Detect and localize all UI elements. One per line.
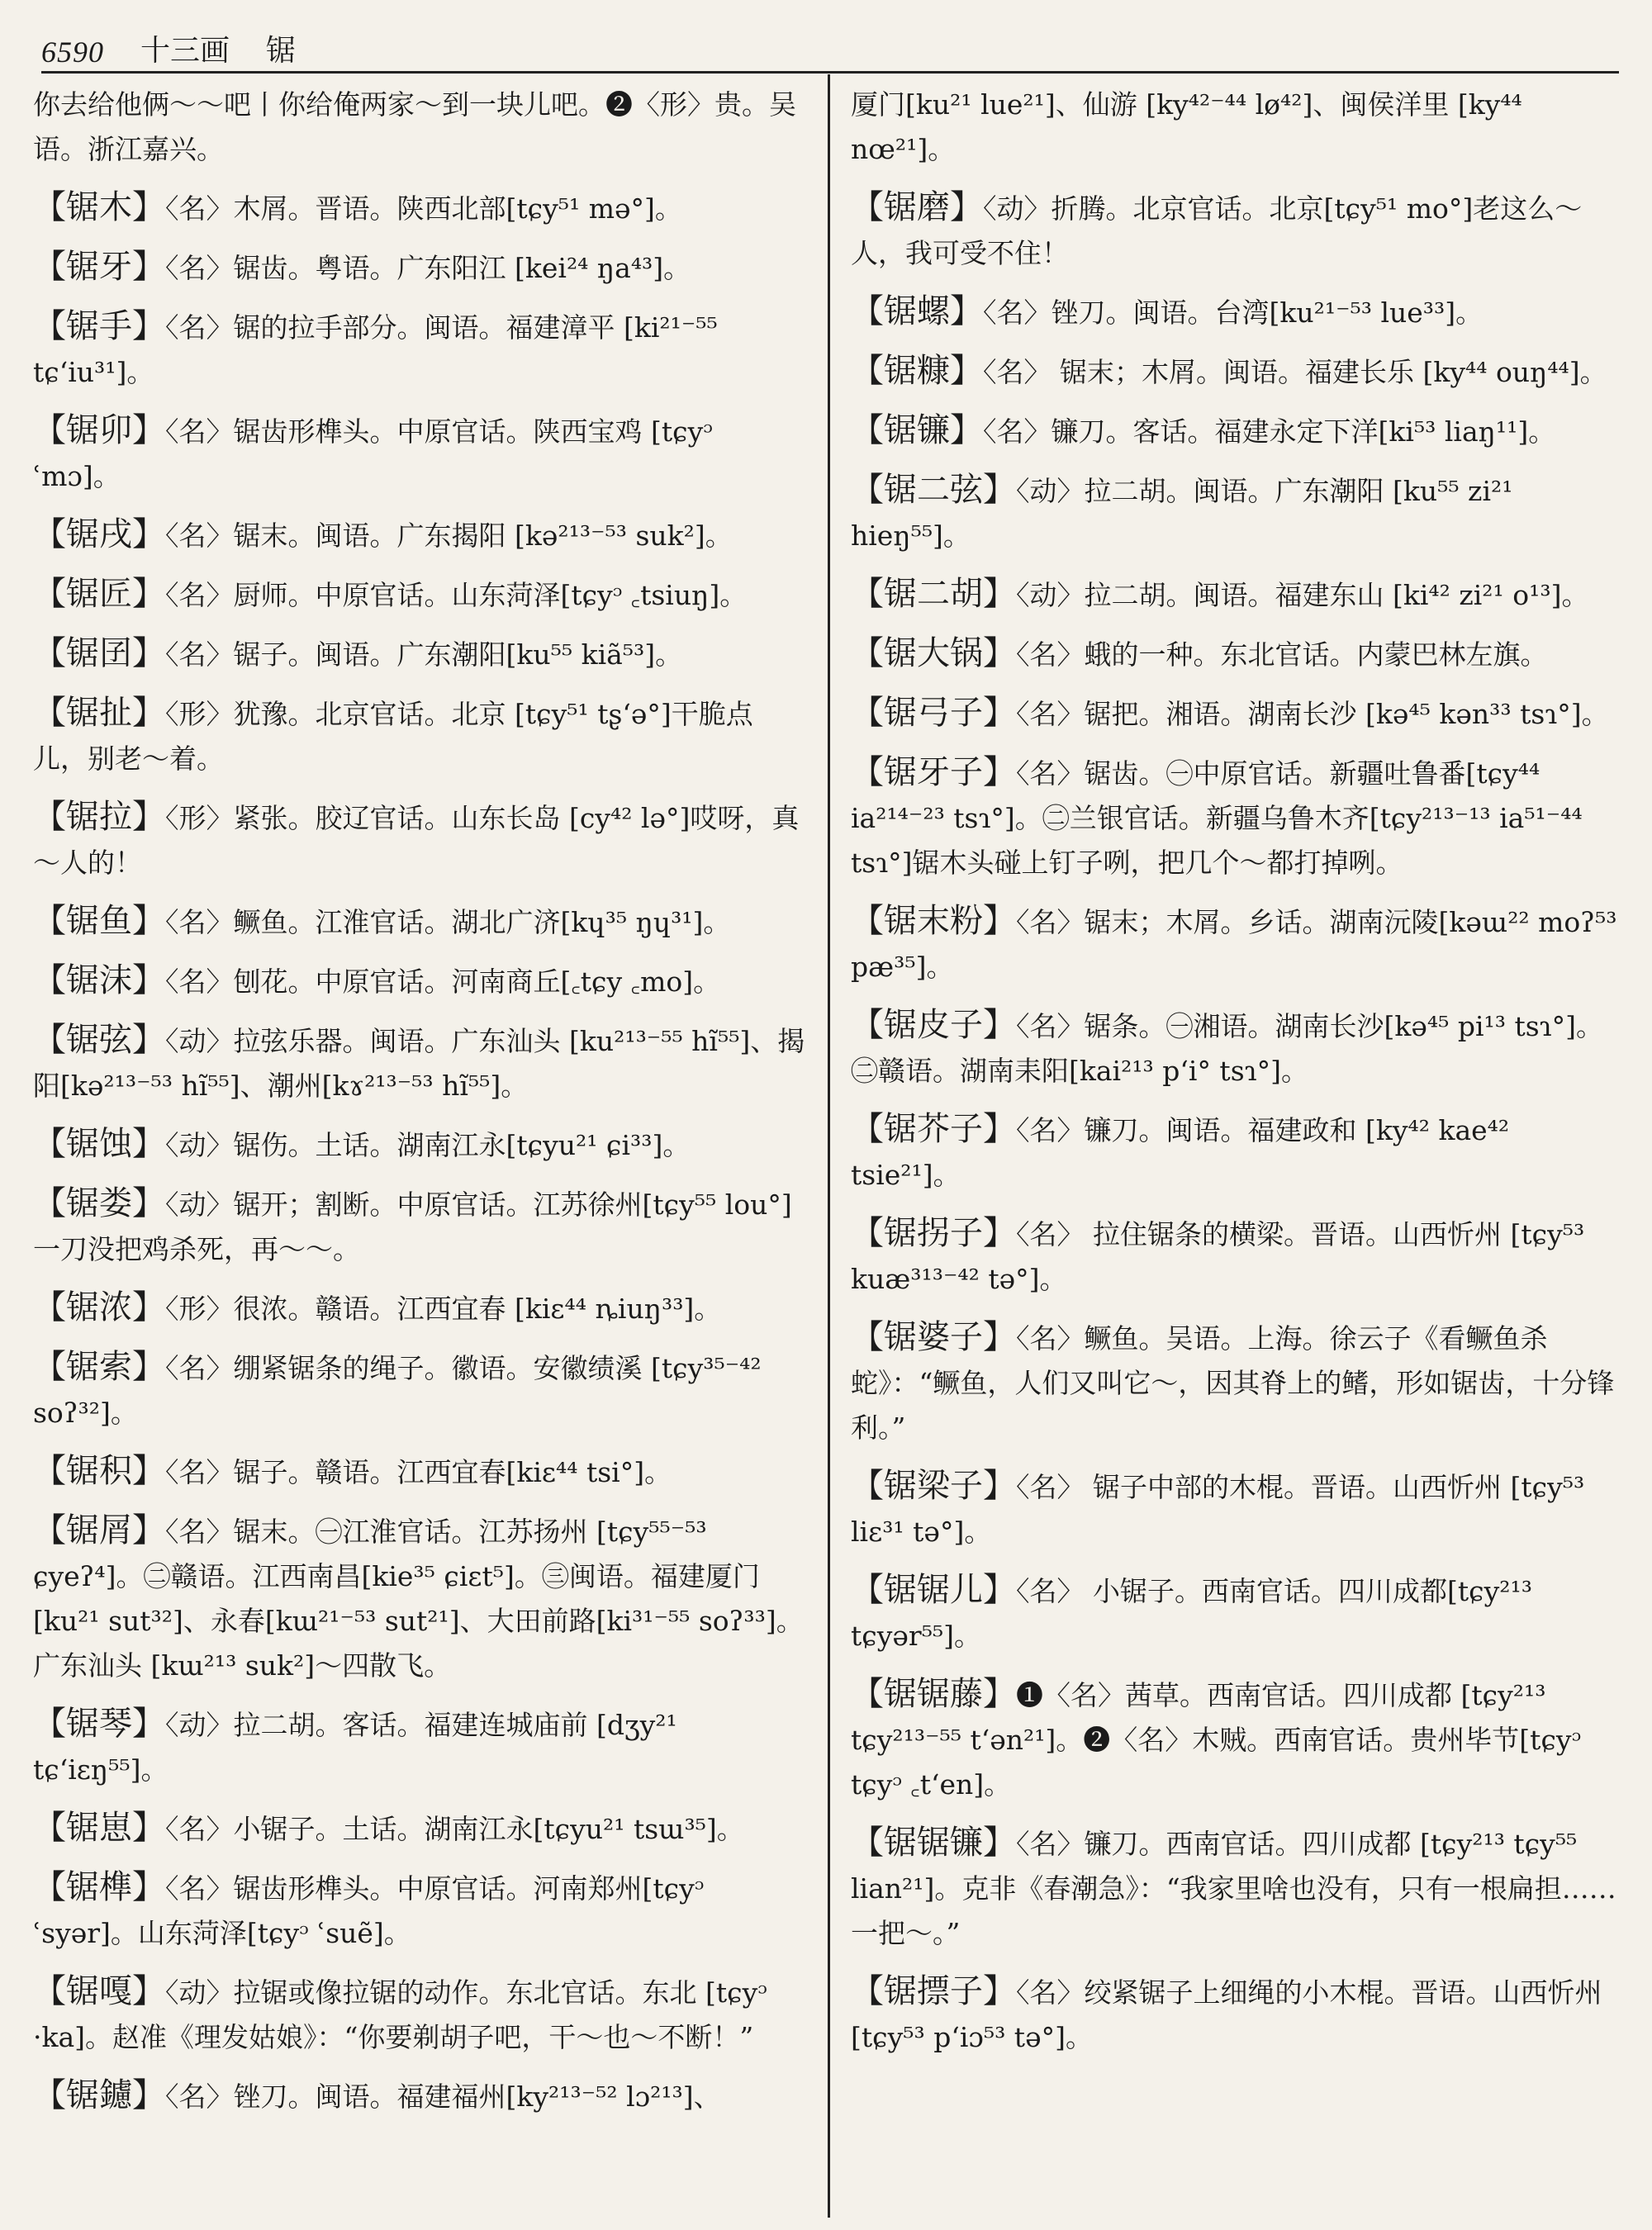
entry-definition: 〈形〉很浓。赣语。江西宜春 [kiɛ⁴⁴ ȵiuŋ³³]。 bbox=[165, 1293, 722, 1325]
entry-headword: 【锯嘎】 bbox=[33, 1972, 165, 2010]
entry-definition: 〈形〉紧张。胶辽官话。山东长岛 [cy⁴² lə°]哎呀，真～人的！ bbox=[33, 802, 800, 879]
entry-headword: 【锯螺】 bbox=[851, 292, 983, 330]
entry-definition: 〈名〉锯齿形榫头。中原官话。河南郑州[tɕyᵓ ʿsyər]。山东菏泽[tɕyᵓ ʿsuẽ]。 bbox=[33, 1872, 705, 1949]
dictionary-entry bbox=[33, 690, 805, 781]
entry-definition: 〈名〉绞紧锯子上细绳的小木棍。晋语。山西忻州[tɕy⁵³ pʻiɔ⁵³ tə°]。 bbox=[851, 1976, 1602, 2053]
entry-definition: 〈名〉镰刀。西南官话。四川成都 [tɕy²¹³ tɕy⁵⁵ lian²¹]。克非《春潮急》：“我家里啥也没有，只有一根扁担……一把～。” bbox=[851, 1828, 1616, 1949]
entry-definition: 〈名〉锯的拉手部分。闽语。福建漳平 [ki²¹⁻⁵⁵ tɕʻiu³¹]。 bbox=[33, 311, 718, 388]
entry-definition: 〈名〉锯末；木屑。乡话。湖南沅陵[kəɯ²² moʔ⁵³ pæ³⁵]。 bbox=[851, 906, 1617, 983]
entry-headword: 【锯锯儿】 bbox=[851, 1571, 1016, 1609]
entry-definition: 〈名〉锯齿。㊀中原官话。新疆吐鲁番[tɕy⁴⁴ ia²¹⁴⁻²³ tsɿ°]。㊁兰银官话。新疆乌鲁木齐[tɕy²¹³⁻¹³ ia⁵¹⁻⁴⁴ tsɿ°]锯木头碰上钉子咧，把几个～都打掉咧。 bbox=[851, 757, 1583, 879]
entry-headword: 【锯蚀】 bbox=[33, 1125, 165, 1163]
head-character: 锯 bbox=[266, 34, 297, 68]
entry-headword: 【锯大锅】 bbox=[851, 634, 1016, 672]
entry-definition: 〈动〉拉二胡。闽语。广东潮阳 [ku⁵⁵ zi²¹ hieŋ⁵⁵]。 bbox=[851, 475, 1513, 552]
entry-definition: 〈名〉锯末。闽语。广东揭阳 [kə²¹³⁻⁵³ suk²]。 bbox=[165, 520, 733, 552]
dictionary-entry bbox=[33, 2073, 805, 2119]
entry-headword: 【锯锯藤】 bbox=[851, 1675, 1016, 1713]
dictionary-entry bbox=[851, 1672, 1623, 1807]
entry-headword: 【锯浓】 bbox=[33, 1288, 165, 1326]
dictionary-entry bbox=[33, 512, 805, 558]
entry-headword: 【锯戌】 bbox=[33, 515, 165, 553]
dictionary-entry bbox=[33, 1122, 805, 1168]
entry-definition: 〈名〉锉刀。闽语。台湾[ku²¹⁻⁵³ lue³³]。 bbox=[983, 297, 1483, 329]
entry-definition: 〈名〉绷紧锯条的绳子。徽语。安徽绩溪 [tɕy³⁵⁻⁴² soʔ³²]。 bbox=[33, 1352, 762, 1429]
dictionary-entry bbox=[33, 1701, 805, 1792]
dictionary-entry bbox=[33, 795, 805, 885]
entry-headword: 【锯卯】 bbox=[33, 411, 165, 449]
entry-definition: 〈动〉折腾。北京官话。北京[tɕy⁵¹ mo°]老这么～人，我可受不住！ bbox=[851, 192, 1583, 269]
entry-headword: 【锯弦】 bbox=[33, 1021, 165, 1059]
entry-headword: 【锯二胡】 bbox=[851, 575, 1016, 613]
dictionary-entry bbox=[33, 1865, 805, 1956]
right-column bbox=[851, 83, 1623, 2222]
entry-headword: 【锯二弦】 bbox=[851, 471, 1016, 509]
dictionary-entry bbox=[851, 349, 1623, 395]
entry-definition: 〈名〉锯子。赣语。江西宜春[kiɛ⁴⁴ tsi°]。 bbox=[165, 1456, 672, 1488]
dictionary-entry bbox=[851, 289, 1623, 335]
entry-definition: 〈名〉锯条。㊀湘语。湖南长沙[kə⁴⁵ pi¹³ tsɿ°]。㊁赣语。湖南耒阳[kai²¹³ pʻi° tsɿ°]。 bbox=[851, 1010, 1603, 1087]
entry-definition: 〈动〉拉弦乐器。闽语。广东汕头 [ku²¹³⁻⁵⁵ hĩ⁵⁵]、揭阳[kə²¹³⁻⁵³ hĩ⁵⁵]、潮州[kɤ²¹³⁻⁵³ hĩ⁵⁵]。 bbox=[33, 1025, 805, 1102]
entry-headword: 【锯牙】 bbox=[33, 248, 165, 286]
entry-headword: 【锯手】 bbox=[33, 307, 165, 345]
dictionary-entry bbox=[851, 1107, 1623, 1198]
header-rule bbox=[41, 71, 1619, 74]
entry-headword: 【锯末粉】 bbox=[851, 902, 1016, 940]
entry-headword: 【锯摽子】 bbox=[851, 1972, 1016, 2010]
dictionary-entry bbox=[851, 1969, 1623, 2060]
entry-definition: 〈名〉锉刀。闽语。福建福州[ky²¹³⁻⁵² lɔ²¹³]、 bbox=[165, 2081, 721, 2113]
entry-headword: 【锯扯】 bbox=[33, 694, 165, 732]
entry-headword: 【锯牙子】 bbox=[851, 753, 1016, 791]
entry-headword: 【锯娄】 bbox=[33, 1184, 165, 1222]
entry-definition: 〈动〉锯伤。土话。湖南江永[tɕyu²¹ ɕi³³]。 bbox=[165, 1129, 691, 1161]
dictionary-entry bbox=[851, 1464, 1623, 1554]
entry-definition: ❶〈名〉茜草。西南官话。四川成都 [tɕy²¹³ tɕy²¹³⁻⁵⁵ tʻən²¹]。❷〈名〉木贼。西南官话。贵州毕节[tɕyᵓ tɕyᵓ ꜀tʻen]。 bbox=[851, 1679, 1581, 1801]
entry-definition: 〈名〉锯末。㊀江淮官话。江苏扬州 [tɕy⁵⁵⁻⁵³ ɕyeʔ⁴]。㊁赣语。江西南昌[kie³⁵ ɕiɛt⁵]。㊂闽语。福建厦门[ku²¹ sut³²]、永春[kɯ²¹⁻⁵³ sut²¹]、大田前路[ki³¹⁻⁵⁵ soʔ³³]。广东汕头 [kɯ²¹³ suk²]～四散飞。 bbox=[33, 1516, 804, 1682]
entry-definition: 〈名〉 拉住锯条的横梁。晋语。山西忻州 [tɕy⁵³ kuæ³¹³⁻⁴² tə°]。 bbox=[851, 1218, 1585, 1295]
entry-headword: 【锯磨】 bbox=[851, 188, 983, 226]
entry-definition: 〈动〉拉锯或像拉锯的动作。东北官话。东北 [tɕyᵓ ·ka]。赵准《理发姑娘》：“你要剃胡子吧，干～也～不断！” bbox=[33, 1976, 767, 2053]
entry-definition: 〈动〉拉二胡。闽语。福建东山 [ki⁴² zi²¹ o¹³]。 bbox=[1016, 579, 1589, 611]
dictionary-entry bbox=[851, 185, 1623, 276]
entry-definition: 你去给他俩～～吧丨你给俺两家～到一块儿吧。❷〈形〉贵。吴语。浙江嘉兴。 bbox=[33, 88, 796, 165]
dictionary-entry bbox=[851, 899, 1623, 989]
dictionary-entry bbox=[33, 1449, 805, 1495]
page-number: 6590 bbox=[41, 36, 104, 69]
entry-headword: 【锯沫】 bbox=[33, 961, 165, 999]
dictionary-entry bbox=[851, 572, 1623, 618]
entry-headword: 【锯木】 bbox=[33, 188, 165, 226]
dictionary-entry bbox=[33, 408, 805, 499]
dictionary-entry bbox=[33, 1181, 805, 1272]
entry-headword: 【锯拉】 bbox=[33, 798, 165, 836]
entry-definition: 〈名〉镰刀。客话。福建永定下洋[ki⁵³ liaŋ¹¹]。 bbox=[983, 415, 1556, 448]
entry-definition: 〈名〉锯齿。粤语。广东阳江 [kei²⁴ ŋa⁴³]。 bbox=[165, 252, 691, 284]
dictionary-entry bbox=[33, 958, 805, 1004]
dictionary-entry bbox=[851, 690, 1623, 737]
dictionary-entry bbox=[33, 631, 805, 677]
entry-headword: 【锯锯镰】 bbox=[851, 1824, 1016, 1862]
page-header bbox=[41, 23, 1619, 69]
entry-headword: 【锯鱼】 bbox=[33, 902, 165, 940]
entry-definition: 〈名〉 小锯子。西南官话。四川成都[tɕy²¹³ tɕyər⁵⁵]。 bbox=[851, 1575, 1532, 1652]
entry-definition: 〈名〉木屑。晋语。陕西北部[tɕy⁵¹ mə°]。 bbox=[165, 192, 682, 225]
entry-definition: 〈名〉刨花。中原官话。河南商丘[꜀tɕy ꜀mo]。 bbox=[165, 966, 721, 998]
entry-headword: 【锯索】 bbox=[33, 1348, 165, 1386]
entry-definition: 〈动〉拉二胡。客话。福建连城庙前 [dʒy²¹ tɕʻiɛŋ⁵⁵]。 bbox=[33, 1709, 677, 1786]
dictionary-entry bbox=[851, 631, 1623, 677]
entry-definition: 〈名〉锯齿形榫头。中原官话。陕西宝鸡 [tɕyᵓ ʿmɔ]。 bbox=[33, 415, 713, 492]
dictionary-entry bbox=[33, 304, 805, 395]
dictionary-entry bbox=[851, 1315, 1623, 1450]
entry-definition: 〈名〉锯把。湘语。湖南长沙 [kə⁴⁵ kən³³ tsɿ°]。 bbox=[1016, 698, 1609, 730]
entry-headword: 【锯匠】 bbox=[33, 575, 165, 613]
entry-headword: 【锯皮子】 bbox=[851, 1006, 1016, 1044]
dictionary-entry bbox=[33, 899, 805, 945]
entry-definition: 〈名〉小锯子。土话。湖南江永[tɕyu²¹ tsɯ³⁵]。 bbox=[165, 1813, 744, 1845]
entry-definition: 厦门[ku²¹ lue²¹]、仙游 [ky⁴²⁻⁴⁴ lø⁴²]、闽侯洋里 [ky⁴⁴ nœ²¹]。 bbox=[851, 88, 1522, 165]
dictionary-entry bbox=[851, 1568, 1623, 1658]
dictionary-entry bbox=[33, 1285, 805, 1331]
entry-headword: 【锯榫】 bbox=[33, 1868, 165, 1906]
entry-headword: 【锯鑢】 bbox=[33, 2076, 165, 2114]
entry-definition: 〈形〉犹豫。北京官话。北京 [tɕy⁵¹ tʂʻə°]干脆点儿，别老～着。 bbox=[33, 698, 753, 775]
entry-headword: 【锯积】 bbox=[33, 1452, 165, 1490]
entry-definition: 〈名〉镰刀。闽语。福建政和 [ky⁴² kae⁴² tsie²¹]。 bbox=[851, 1114, 1510, 1191]
entry-continuation bbox=[33, 83, 805, 172]
column-divider bbox=[828, 74, 830, 2218]
left-column bbox=[33, 83, 805, 2222]
entry-headword: 【锯梁子】 bbox=[851, 1467, 1016, 1505]
dictionary-entry bbox=[33, 1508, 805, 1688]
entry-headword: 【锯屑】 bbox=[33, 1511, 165, 1549]
dictionary-entry bbox=[851, 1003, 1623, 1094]
entry-definition: 〈名〉蛾的一种。东北官话。内蒙巴林左旗。 bbox=[1016, 638, 1548, 671]
dictionary-entry bbox=[33, 572, 805, 618]
entry-continuation bbox=[851, 83, 1623, 172]
dictionary-entry bbox=[851, 1820, 1623, 1956]
dictionary-entry bbox=[851, 408, 1623, 454]
entry-definition: 〈名〉 锯子中部的木棍。晋语。山西忻州 [tɕy⁵³ liɛ³¹ tə°]。 bbox=[851, 1471, 1585, 1548]
entry-definition: 〈名〉鳜鱼。吴语。上海。徐云子《看鳜鱼杀蛇》：“鳜鱼，人们又叫它～，因其脊上的鳍，形如锯齿，十分锋利。” bbox=[851, 1322, 1615, 1444]
dictionary-entry bbox=[33, 1969, 805, 2060]
dictionary-entry bbox=[851, 750, 1623, 885]
entry-definition: 〈名〉厨师。中原官话。山东菏泽[tɕyᵓ ꜀tsiuŋ]。 bbox=[165, 579, 748, 611]
entry-headword: 【锯弓子】 bbox=[851, 694, 1016, 732]
dictionary-entry bbox=[33, 185, 805, 231]
stroke-section: 十三画 bbox=[140, 34, 230, 68]
dictionary-entry bbox=[33, 244, 805, 291]
entry-headword: 【锯拐子】 bbox=[851, 1214, 1016, 1252]
dictionary-entry bbox=[33, 1345, 805, 1435]
dictionary-entry bbox=[33, 1018, 805, 1108]
entry-headword: 【锯婆子】 bbox=[851, 1318, 1016, 1356]
entry-headword: 【锯镰】 bbox=[851, 411, 983, 449]
entry-definition: 〈名〉 锯末；木屑。闽语。福建长乐 [ky⁴⁴ ouŋ⁴⁴]。 bbox=[983, 356, 1607, 388]
entry-headword: 【锯琴】 bbox=[33, 1705, 165, 1743]
entry-headword: 【锯芥子】 bbox=[851, 1110, 1016, 1148]
entry-headword: 【锯崽】 bbox=[33, 1809, 165, 1847]
dictionary-entry bbox=[33, 1805, 805, 1852]
entry-definition: 〈名〉锯子。闽语。广东潮阳[ku⁵⁵ kiã⁵³]。 bbox=[165, 638, 683, 671]
entry-headword: 【锯糠】 bbox=[851, 352, 983, 390]
dictionary-entry bbox=[851, 467, 1623, 558]
dictionary-entry bbox=[851, 1211, 1623, 1302]
entry-headword: 【锯囝】 bbox=[33, 634, 165, 672]
entry-definition: 〈名〉鳜鱼。江淮官话。湖北广济[kɥ³⁵ ŋɥ³¹]。 bbox=[165, 906, 731, 938]
entry-definition: 〈动〉锯开；割断。中原官话。江苏徐州[tɕy⁵⁵ lou°]一刀没把鸡杀死，再～～。 bbox=[33, 1189, 792, 1265]
